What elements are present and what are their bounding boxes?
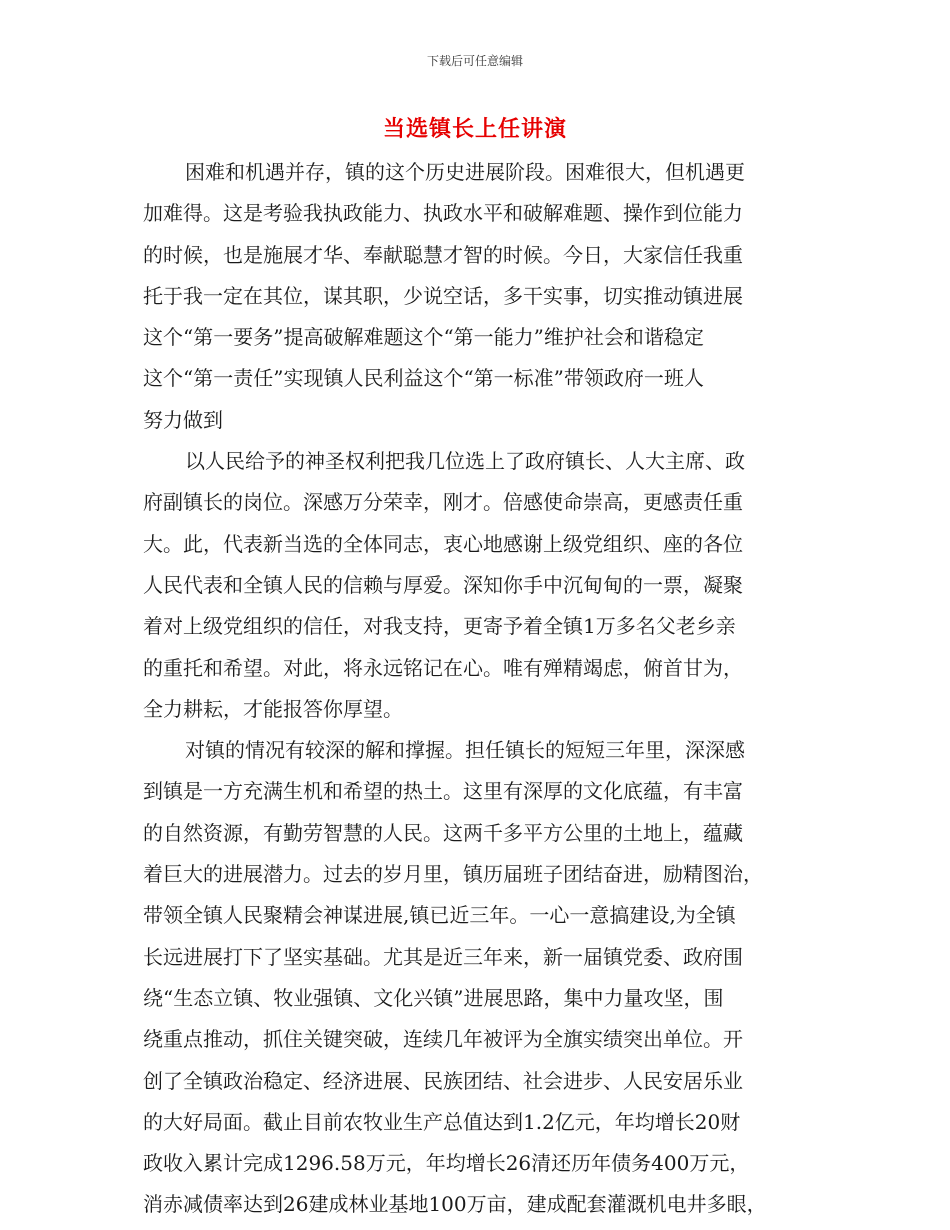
paragraph-line: 托于我一定在其位，谋其职，少说空话，多干实事，切实推动镇进展 <box>143 283 743 308</box>
paragraph-line: 着对上级党组织的信任，对我支持，更寄予着全镇1万多名父老乡亲 <box>143 614 736 639</box>
paragraph-line: 困难和机遇并存，镇的这个历史进展阶段。困难很大，但机遇更 <box>185 160 745 184</box>
paragraph-line: 绕重点推动，抓住关键突破，连续几年被评为全旗实绩突出单位。开 <box>143 1027 743 1052</box>
paragraph-line: 政收入累计完成1296.58万元，年均增长26清还历年债务400万元， <box>143 1151 750 1176</box>
paragraph-line: 以人民给予的神圣权利把我几位选上了政府镇长、人大主席、政 <box>185 449 745 474</box>
paragraph-line: 人民代表和全镇人民的信赖与厚爱。深知你手中沉甸甸的一票，凝聚 <box>143 572 743 597</box>
paragraph-line: 长远进展打下了坚实基础。尤其是近三年来，新一届镇党委、政府围 <box>143 944 743 969</box>
paragraph-line: 府副镇长的岗位。深感万分荣幸，刚才。倍感使命崇高，更感责任重 <box>143 490 743 515</box>
paragraph-line: 的重托和希望。对此，将永远铭记在心。唯有殚精竭虑，俯首甘为， <box>143 655 743 680</box>
paragraph-line: 这个“第一责任”实现镇人民利益这个“第一标准”带领政府一班人 <box>143 366 704 391</box>
page-header: 下载后可任意编辑 <box>426 54 523 68</box>
document-body <box>143 152 813 1226</box>
paragraph-2 <box>143 441 813 730</box>
paragraph-line: 着巨大的进展潜力。过去的岁月里，镇历届班子团结奋进，励精图治， <box>143 862 763 887</box>
paragraph-3 <box>143 730 813 1226</box>
paragraph-line: 大。此，代表新当选的全体同志，衷心地感谢上级党组织、座的各位 <box>143 531 743 556</box>
paragraph-line: 的自然资源，有勤劳智慧的人民。这两千多平方公里的土地上，蕴藏 <box>143 820 743 845</box>
paragraph-line: 消赤减债率达到26建成林业基地100万亩，建成配套灌溉机电井多眼， <box>143 1192 767 1217</box>
paragraph-line: 努力做到 <box>143 407 223 432</box>
paragraph-line: 对镇的情况有较深的解和撑握。担任镇长的短短三年里，深深感 <box>185 738 745 763</box>
paragraph-line: 全力耕耘，才能报答你厚望。 <box>143 696 403 721</box>
paragraph-line: 这个“第一要务”提高破解难题这个“第一能力”维护社会和谐稳定 <box>143 325 704 350</box>
paragraph-line: 带领全镇人民聚精会神谋进展,镇已近三年。一心一意搞建设,为全镇 <box>143 903 736 928</box>
paragraph-line: 的时候，也是施展才华、奉献聪慧才智的时候。今日，大家信任我重 <box>143 242 743 267</box>
paragraph-line: 创了全镇政治稳定、经济进展、民族团结、社会进步、人民安居乐业 <box>143 1068 743 1093</box>
paragraph-line: 到镇是一方充满生机和希望的热土。这里有深厚的文化底蕴，有丰富 <box>143 779 743 804</box>
document-title: 当选镇长上任讲演 <box>382 117 567 142</box>
paragraph-1 <box>143 152 813 441</box>
paragraph-line: 的大好局面。截止目前农牧业生产总值达到1.2亿元，年均增长20财 <box>143 1109 741 1134</box>
paragraph-line: 绕“生态立镇、牧业强镇、文化兴镇”进展思路，集中力量攻坚，围 <box>143 985 724 1010</box>
paragraph-line: 加难得。这是考验我执政能力、执政水平和破解难题、操作到位能力 <box>143 201 743 226</box>
